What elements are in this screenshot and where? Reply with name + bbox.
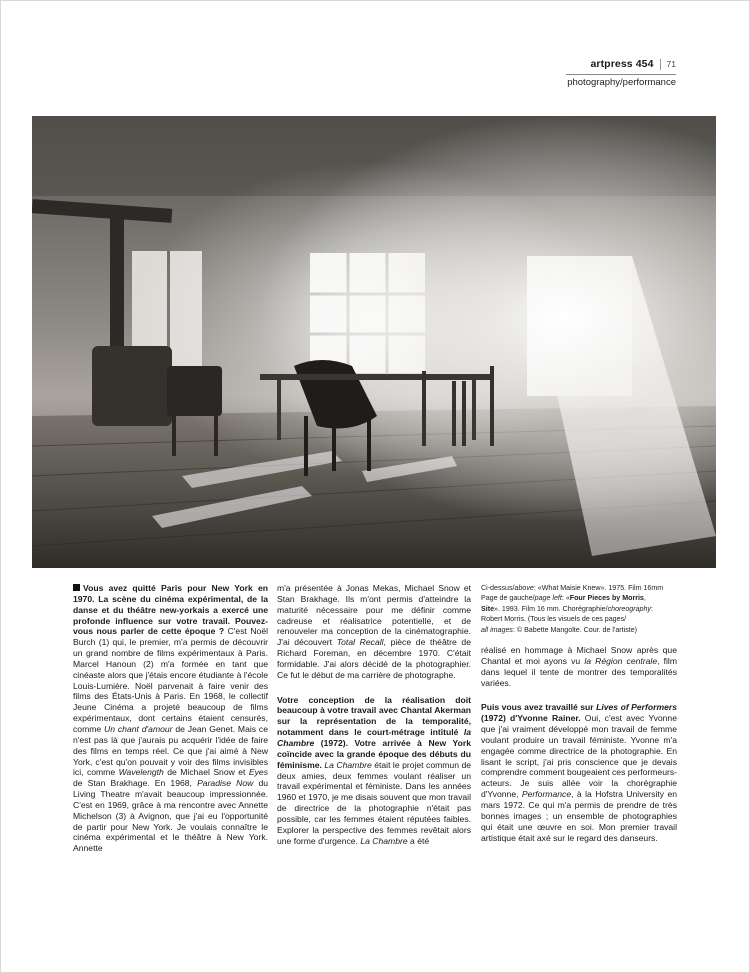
photo-caption: Ci-dessus/above: «What Maisie Knew». 1975. Film 16mm Page de gauche/page left: «Four Pieces by Morris, Site». 1993. Film 16 mm. Chorégraphie/choreography: Robert Morris. (Tous les visuels de ces pages/ all images: © Babette Mangolte. Cour. de l'artiste) <box>481 584 664 634</box>
header-divider <box>660 59 661 70</box>
magazine-title: artpress 454 <box>590 58 654 70</box>
answer-2: La Chambre était le projet commun de deux amies, deux femmes voulant réaliser un travail expérimental et féministe. Dans les années 1960 et 1970, je me disais souvent que mon travail de directrice de la photographie n'était pas possible, car les femmes étaient réputées faibles. Explorer la perspective des femmes revêtait alors une forme d'urgence. La Chambre a été <box>277 759 471 846</box>
text-column-2 <box>277 583 471 846</box>
page-header <box>496 58 676 70</box>
section-label: photography/performance <box>567 77 676 88</box>
answer-3: Oui, c'est avec Yvonne que j'ai vraiment développé mon travail de femme voulant produire un travail féministe. Yvonne m'a engagée comme directrice de la photographie. En lisant le script, j'ai pris conscience que je devais comprendre comment bougeaient ces performeurs-acteurs. Je suis allée voir la chorégraphie d'Yvonne, Performance, à la Hofstra University en mars 1972. Ce qui m'a permis de prendre de très bonnes images ; un ensemble de photographies qui était une œuvre en soi. Mon premier travail artistique était axé sur le regard des danseurs. <box>481 713 678 843</box>
answer-2-continued: réalisé en hommage à Michael Snow après que Chantal et moi ayons vu la Région centrale, film dans lequel il tente de montrer des temporalités variées. <box>481 645 677 688</box>
photograph-image <box>32 116 716 568</box>
interview-question-1: Vous avez quitté Paris pour New York en 1970. La scène du cinéma expérimental, de la danse et du théâtre new-yorkais a exercé une profonde influence sur votre travail. Pouvez-vous nous parler de cette époque ? <box>73 583 268 637</box>
text-column-1 <box>73 583 268 854</box>
square-bullet-icon <box>73 584 80 591</box>
answer-1-continued: m'a présentée à Jonas Mekas, Michael Snow et Stan Brakhage. Ils m'ont permis d'atteindre la maturité nécessaire pour me définir comme cadreuse et réalisatrice potentielle, et de renouveler ma conception de la cinématographie. J'ai découvert Total Recall, pièce de théâtre de Richard Foreman, en décembre 1970. C'était formidable. J'ai alors décidé de la photographier. Ce fut le début de ma carrière de photographe. <box>277 583 471 680</box>
interview-question-3: Puis vous avez travaillé sur Lives of Performers (1972) d'Yvonne Rainer. <box>481 702 678 724</box>
answer-1: C'est Noël Burch (1) qui, le premier, m'a permis de découvrir un grand nombre de films expérimentaux à Paris. Marcel Hanoun (2) m'a formée en tant que cinéaste alors que j'étais encore étudiante à l'école Louis-Lumière. Noël parvenait à faire venir des films des États-Unis à Paris. En 1968, le collectif Jeune Cinéma a projeté beaucoup de films expérimentaux, dont certains étaient censurés, comme Un chant d'amour de Jean Genet. Mais ce n'est pas là que j'aurais pu acquérir l'idée de faire des films en temps réel. Ce que j'ai aimé à New York, c'est qu'on pouvait y voir des films invisibles ici, comme Wavelength de Michael Snow et Eyes de Stan Brakhage. En 1968, Paradise Now du Living Theatre m'avait beaucoup impressionnée. C'est en 1969, grâce à ma rencontre avec Annette Michelson (3) à Avignon, que j'ai eu l'opportunité de partir pour New York. Je voulais connaître le cinéma expérimental et le théâtre à New York. Annette <box>73 626 269 854</box>
page-number: 71 <box>666 59 676 69</box>
header-rule <box>566 74 676 75</box>
text-column-3 <box>481 583 677 843</box>
interior-photograph <box>32 116 716 568</box>
interview-question-2: Votre conception de la réalisation doit beaucoup à votre travail avec Chantal Akerman sur la représentation de la temporalité, notamment dans le court-métrage intitulé la Chambre (1972). Votre arrivée à New York coïncide avec la grande époque des débuts du féminisme. <box>277 694 471 770</box>
